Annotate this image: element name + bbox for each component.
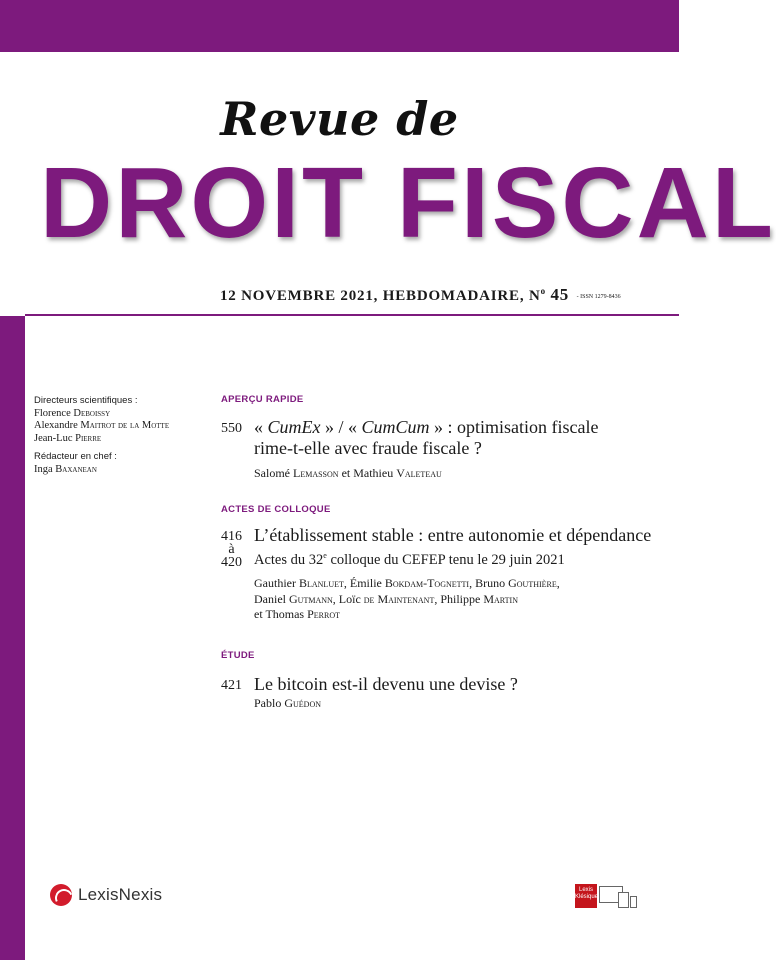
publisher-name: LexisNexis <box>78 885 163 904</box>
issue-date: 12 NOVEMBRE 2021, HEBDOMADAIRE, N <box>220 288 541 304</box>
article-title[interactable]: L’établissement stable : entre autonomie et dépendance <box>254 525 652 545</box>
issue-line <box>220 285 621 305</box>
article-author: Pablo Guédon <box>254 696 322 710</box>
article-number-range: 416 à 420 <box>221 529 242 570</box>
section-label-colloque: ACTES DE COLLOQUE <box>221 504 331 515</box>
director: Jean-Luc Pierre <box>34 432 102 444</box>
issn: - ISSN 1279-8436 <box>576 293 621 300</box>
side-band <box>0 316 25 960</box>
section-label-etude: ÉTUDE <box>221 650 255 661</box>
editorial-board <box>34 395 169 476</box>
issue-no-sup: o <box>540 286 546 296</box>
chief-editor-label: Rédacteur en chef : <box>34 451 117 462</box>
article-number: 421 <box>221 678 242 693</box>
chief-editor: Inga Baxanean <box>34 463 97 475</box>
lexisnexis-logo-icon <box>50 884 72 906</box>
masthead-title-line1: Revue de <box>220 92 459 146</box>
article-title[interactable]: Le bitcoin est-il devenu une devise ? <box>254 674 518 694</box>
article-title[interactable]: « CumEx » / « CumCum » : optimisation fiscale rime-t-elle avec fraude fiscale ? <box>254 417 599 458</box>
issue-number: 45 <box>550 285 570 304</box>
section-label-apercu: APERÇU RAPIDE <box>221 394 304 405</box>
directors-label: Directeurs scientifiques : <box>34 395 138 406</box>
article-number: 550 <box>221 421 242 436</box>
article-authors: Salomé Lemasson et Mathieu Valeteau <box>254 466 442 480</box>
article-subtitle: Actes du 32e colloque du CEFEP tenu le 29 juin 2021 <box>254 551 565 568</box>
devices-icon <box>599 886 637 908</box>
article-authors: Gauthier Blanluet, Émilie Bokdam-Tognetti, Bruno Gouthière, Daniel Gutmann, Loïc de Maintenant, Philippe Martin et Thomas Perrot <box>254 576 560 621</box>
publisher-logo <box>50 884 162 906</box>
director: Alexandre Maitrot de la Motte <box>34 420 170 431</box>
lexis-badge: Lexis Klésique <box>575 884 597 908</box>
director: Florence Deboissy <box>34 407 111 419</box>
lexis-klesique-badge <box>575 884 637 908</box>
masthead-title-line2: DROIT FISCAL <box>40 147 776 259</box>
header-divider <box>25 314 679 316</box>
top-band <box>0 0 679 52</box>
